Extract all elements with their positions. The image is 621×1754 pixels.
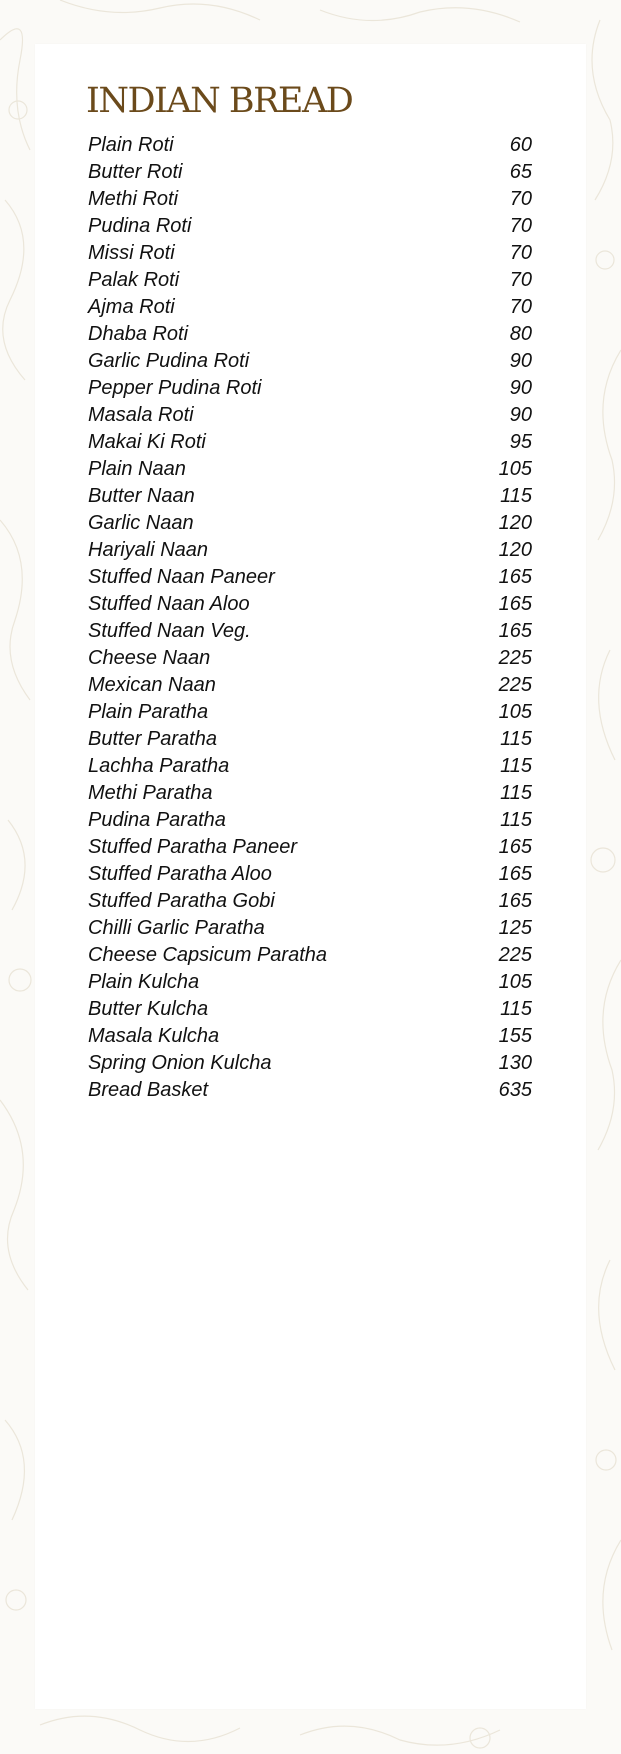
- menu-item-price: 80: [509, 323, 532, 345]
- menu-item: [88, 753, 532, 780]
- menu-item: [88, 267, 532, 294]
- menu-item-name: Garlic Pudina Roti: [88, 350, 250, 372]
- menu-item: [88, 942, 532, 969]
- menu-item-name: Butter Kulcha: [88, 998, 209, 1020]
- menu-item-name: Pudina Paratha: [88, 809, 226, 831]
- menu-item-price: 115: [500, 755, 532, 777]
- menu-item-price: 225: [498, 647, 532, 669]
- menu-item-price: 115: [500, 809, 532, 831]
- menu-item-price: 165: [498, 593, 532, 615]
- menu-item: [88, 429, 532, 456]
- menu-item-name: Plain Paratha: [88, 701, 209, 723]
- menu-item-price: 105: [498, 971, 532, 993]
- menu-item-price: 115: [500, 782, 532, 804]
- menu-item-price: 635: [498, 1079, 532, 1101]
- menu-item: [88, 537, 532, 564]
- menu-item-price: 70: [509, 215, 532, 237]
- menu-item-name: Stuffed Paratha Gobi: [88, 890, 275, 912]
- menu-item: [88, 726, 532, 753]
- menu-item: [88, 807, 532, 834]
- menu-item-name: Cheese Naan: [88, 647, 211, 669]
- menu-item-name: Pepper Pudina Roti: [88, 377, 262, 399]
- menu-item-price: 105: [498, 458, 532, 480]
- menu-item-price: 115: [500, 728, 532, 750]
- menu-item-name: Missi Roti: [88, 242, 175, 264]
- menu-item-price: 90: [509, 377, 532, 399]
- menu-item: [88, 456, 532, 483]
- menu-item-price: 225: [498, 674, 532, 696]
- menu-item-price: 165: [498, 620, 532, 642]
- menu-item: [88, 321, 532, 348]
- menu-item-price: 90: [509, 350, 532, 372]
- menu-item: [88, 510, 532, 537]
- menu-item-name: Chilli Garlic Paratha: [88, 917, 265, 939]
- menu-item-price: 70: [509, 188, 532, 210]
- menu-item-price: 165: [498, 566, 532, 588]
- menu-item-price: 115: [500, 485, 532, 507]
- menu-item-name: Lachha Paratha: [88, 755, 230, 777]
- menu-item-price: 60: [509, 134, 532, 156]
- menu-item-price: 225: [498, 944, 532, 966]
- menu-item: [88, 348, 532, 375]
- menu-item-name: Butter Naan: [88, 485, 195, 507]
- menu-item-name: Plain Roti: [88, 134, 174, 156]
- menu-item-name: Garlic Naan: [88, 512, 194, 534]
- menu-item-name: Stuffed Naan Aloo: [88, 593, 250, 615]
- menu-item: [88, 186, 532, 213]
- menu-item-price: 125: [498, 917, 532, 939]
- menu-item-name: Stuffed Paratha Paneer: [88, 836, 298, 858]
- menu-item-name: Methi Paratha: [88, 782, 213, 804]
- menu-item-price: 165: [498, 863, 532, 885]
- menu-item: [88, 969, 532, 996]
- menu-item: [88, 159, 532, 186]
- menu-item: [88, 645, 532, 672]
- menu-item: [88, 780, 532, 807]
- menu-item: [88, 1077, 532, 1104]
- menu-item-price: 65: [509, 161, 532, 183]
- menu-item: [88, 996, 532, 1023]
- menu-item-name: Makai Ki Roti: [88, 431, 206, 453]
- menu-item: [88, 564, 532, 591]
- menu-item-name: Dhaba Roti: [88, 323, 189, 345]
- menu-item-name: Plain Kulcha: [88, 971, 200, 993]
- menu-item-name: Ajma Roti: [88, 296, 175, 318]
- menu-item: [88, 888, 532, 915]
- menu-item-price: 70: [509, 269, 532, 291]
- menu-item-price: 95: [509, 431, 532, 453]
- menu-item-name: Methi Roti: [88, 188, 179, 210]
- menu-item-price: 115: [500, 998, 532, 1020]
- menu-item-price: 155: [498, 1025, 532, 1047]
- menu-item-name: Palak Roti: [88, 269, 180, 291]
- menu-item-price: 120: [498, 512, 532, 534]
- menu-item: [88, 375, 532, 402]
- menu-item-price: 165: [498, 836, 532, 858]
- menu-item: [88, 915, 532, 942]
- menu-item: [88, 1023, 532, 1050]
- menu-item-price: 120: [498, 539, 532, 561]
- menu-item-name: Butter Roti: [88, 161, 183, 183]
- menu-item: [88, 213, 532, 240]
- menu-item-price: 105: [498, 701, 532, 723]
- menu-item-name: Mexican Naan: [88, 674, 216, 696]
- menu-item: [88, 294, 532, 321]
- menu-item-price: 130: [498, 1052, 532, 1074]
- menu-item-name: Stuffed Naan Paneer: [88, 566, 275, 588]
- menu-item-price: 70: [509, 296, 532, 318]
- menu-item: [88, 699, 532, 726]
- menu-item: [88, 591, 532, 618]
- menu-item-name: Masala Roti: [88, 404, 194, 426]
- menu-item-price: 165: [498, 890, 532, 912]
- menu-item-list: [88, 132, 532, 1104]
- menu-item-name: Butter Paratha: [88, 728, 217, 750]
- menu-item-name: Pudina Roti: [88, 215, 192, 237]
- menu-item: [88, 483, 532, 510]
- menu-item-name: Cheese Capsicum Paratha: [88, 944, 328, 966]
- menu-item-price: 70: [509, 242, 532, 264]
- menu-item-name: Masala Kulcha: [88, 1025, 220, 1047]
- menu-item: [88, 1050, 532, 1077]
- menu-item: [88, 834, 532, 861]
- menu-item-name: Stuffed Naan Veg.: [88, 620, 251, 642]
- menu-item-name: Hariyali Naan: [88, 539, 209, 561]
- menu-item-name: Bread Basket: [88, 1079, 209, 1101]
- menu-item: [88, 672, 532, 699]
- menu-item-name: Spring Onion Kulcha: [88, 1052, 272, 1074]
- menu-item: [88, 861, 532, 888]
- menu-item: [88, 402, 532, 429]
- section-title: INDIAN BREAD: [86, 81, 353, 121]
- menu-item: [88, 618, 532, 645]
- menu-item: [88, 240, 532, 267]
- menu-item-name: Plain Naan: [88, 458, 186, 480]
- menu-item: [88, 132, 532, 159]
- menu-item-price: 90: [509, 404, 532, 426]
- menu-item-name: Stuffed Paratha Aloo: [88, 863, 272, 885]
